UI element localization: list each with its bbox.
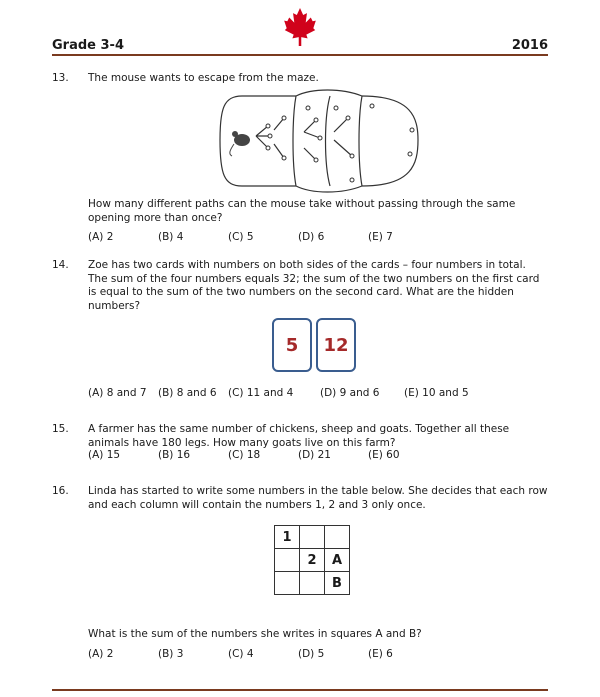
year-label: 2016 [511,38,548,53]
option-e[interactable]: (E) 60 [368,449,400,461]
question-text: How many different paths can the mouse take without passing through the same opening more than once? [88,198,516,224]
option-d[interactable]: (D) 21 [298,449,331,461]
option-e[interactable]: (E) 6 [368,648,393,660]
maple-leaf-icon [284,8,316,46]
grid-cell: A [325,549,350,572]
option-e[interactable]: (E) 10 and 5 [404,387,469,399]
grid-cell [275,549,300,572]
option-a[interactable]: (A) 2 [88,231,114,243]
option-a[interactable]: (A) 2 [88,648,114,660]
grid-cell: 1 [275,526,300,549]
card-second: 12 [316,318,356,372]
question-16 [52,485,548,512]
question-16-prompt [52,628,548,642]
option-c[interactable]: (C) 5 [228,231,254,243]
page-header [52,0,548,56]
option-a[interactable]: (A) 15 [88,449,121,461]
question-15 [52,423,548,450]
maze-diagram [212,88,424,194]
option-c[interactable]: (C) 11 and 4 [228,387,294,399]
grid-cell [300,526,325,549]
question-text: A farmer has the same number of chickens, sheep and goats. Together all these animals have 180 legs. How many goats live on this farm? [88,423,510,449]
question-13-prompt [52,198,548,225]
question-text: Linda has started to write some numbers in the table below. She decides that each row and each column will contain the numbers 1, 2 and 3 only once. [88,485,548,511]
grid-cell [325,526,350,549]
question-text: Zoe has two cards with numbers on both sides of the cards – four numbers in total. The sum of the four numbers equals 32; the sum of the two numbers on the first card is equal to the sum of the two numbers on the second card. What are the hidden numbers? [88,259,540,312]
options-13 [52,231,548,245]
question-14 [52,259,548,313]
question-13 [52,72,548,86]
option-d[interactable]: (D) 9 and 6 [320,387,380,399]
option-b[interactable]: (B) 8 and 6 [158,387,217,399]
grade-label: Grade 3-4 [52,38,124,53]
number-grid [274,525,350,595]
option-d[interactable]: (D) 6 [298,231,325,243]
mouse-icon [230,131,250,156]
options-14 [52,387,548,401]
grid-cell: 2 [300,549,325,572]
option-e[interactable]: (E) 7 [368,231,393,243]
question-number: 13. [52,72,69,84]
card-first: 5 [272,318,312,372]
footer-divider [52,689,548,691]
question-number: 14. [52,259,69,271]
option-a[interactable]: (A) 8 and 7 [88,387,147,399]
grid-cell [275,572,300,595]
option-d[interactable]: (D) 5 [298,648,325,660]
question-text: What is the sum of the numbers she writes in squares A and B? [88,628,422,640]
option-c[interactable]: (C) 18 [228,449,261,461]
question-number: 16. [52,485,69,497]
grid-cell [300,572,325,595]
option-b[interactable]: (B) 3 [158,648,184,660]
grid-cell: B [325,572,350,595]
option-b[interactable]: (B) 4 [158,231,184,243]
question-number: 15. [52,423,69,435]
option-b[interactable]: (B) 16 [158,449,191,461]
header-divider [52,54,548,56]
number-cards [272,318,356,372]
option-c[interactable]: (C) 4 [228,648,254,660]
options-16 [52,648,548,662]
options-15 [52,449,548,463]
question-text: The mouse wants to escape from the maze. [88,72,319,84]
